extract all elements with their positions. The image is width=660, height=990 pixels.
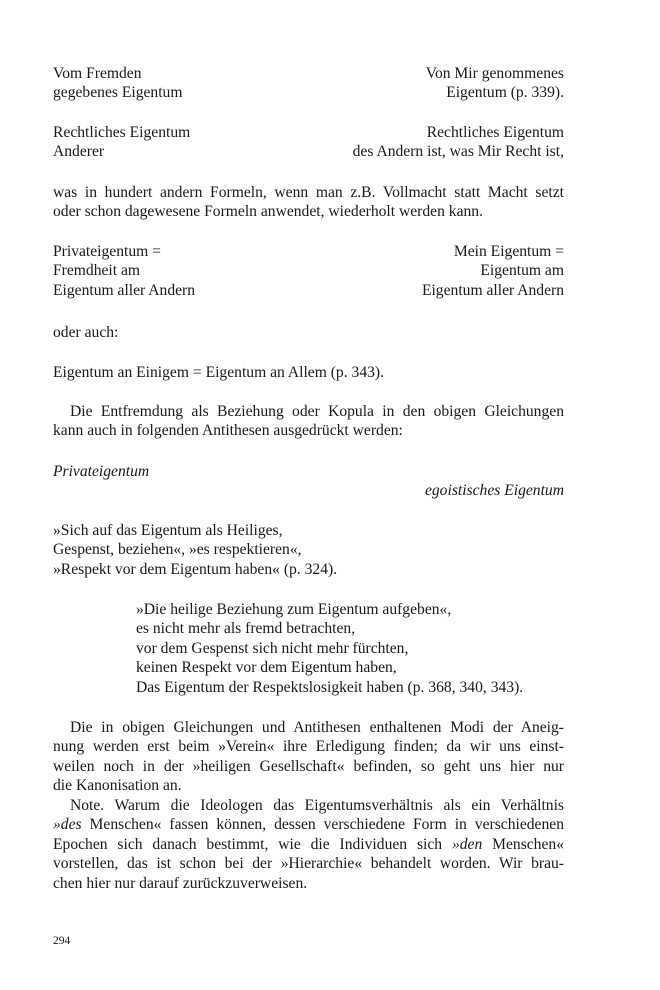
page-number: 294 bbox=[53, 935, 71, 947]
pair-right: Mein Eigentum = bbox=[453, 243, 564, 260]
heading-privateigentum: Privateigentum bbox=[53, 463, 150, 480]
pair-right: Von Mir genommenes bbox=[425, 65, 564, 82]
text-line: oder schon dagewesene Formeln anwendet, wiederholt werden kann. bbox=[53, 203, 483, 221]
italic-den: »den bbox=[451, 835, 483, 853]
text-line: Das Eigentum der Respektslosigkeit haben (p. 368, 340, 343). bbox=[136, 678, 524, 696]
pair-row bbox=[53, 64, 564, 83]
pair-right: Eigentum am bbox=[480, 262, 564, 280]
equation-einigem bbox=[53, 363, 564, 382]
paragraph-modi bbox=[53, 718, 564, 796]
text-line: nung werden erst beim »Verein« ihre Erledigung finden; da wir uns einst- bbox=[53, 738, 564, 756]
text-line: »Respekt vor dem Eigentum haben« (p. 324). bbox=[53, 560, 338, 578]
pair-left: Fremdheit am bbox=[53, 262, 141, 280]
italic-des: »des bbox=[53, 816, 82, 834]
pair-right: des Andern ist, was Mir Recht ist, bbox=[352, 143, 564, 161]
paragraph-formeln bbox=[53, 183, 564, 222]
text-line bbox=[53, 815, 564, 834]
paragraph-entfremdung bbox=[53, 402, 564, 441]
text-span: Epochen sich danach bestimmt, wie die Individuen sich bbox=[53, 835, 452, 853]
heading-egoistisches-eigentum: egoistisches Eigentum bbox=[424, 482, 564, 500]
quote-right bbox=[136, 600, 564, 697]
oder-auch bbox=[53, 323, 564, 342]
equation-pair-fremd bbox=[53, 64, 564, 103]
text-line: Die in obigen Gleichungen und Antithesen enthaltenen Modi der Aneig- bbox=[70, 719, 564, 736]
pair-right: Rechtliches Eigentum bbox=[426, 124, 564, 141]
pair-right: Eigentum aller Andern bbox=[421, 281, 564, 299]
text-line: weilen noch in der »heiligen Gesellschaft« befinden, so geht uns hier nur bbox=[53, 757, 564, 775]
pair-left: Anderer bbox=[53, 143, 105, 161]
pair-left: Vom Fremden bbox=[53, 65, 142, 82]
antithesis-headings bbox=[53, 462, 564, 501]
text-line: Note. Warum die Ideologen das Eigentumsverhältnis als ein Verhältnis bbox=[70, 797, 564, 814]
pair-row bbox=[53, 123, 564, 142]
pair-left: Eigentum aller Andern bbox=[53, 281, 196, 299]
text-line: chen hier nur darauf zurückzuverweisen. bbox=[53, 874, 308, 892]
text-line bbox=[53, 835, 564, 854]
text-line: keinen Respekt vor dem Eigentum haben, bbox=[136, 659, 397, 677]
text-line: oder auch: bbox=[53, 324, 119, 341]
text-line: kann auch in folgenden Antithesen ausgedrückt werden: bbox=[53, 422, 403, 440]
text-line: was in hundert andern Formeln, wenn man z.B. Vollmacht statt Macht setzt bbox=[53, 184, 564, 201]
pair-row bbox=[53, 261, 564, 280]
equation-pair-rechtlich bbox=[53, 123, 564, 162]
pair-row bbox=[53, 142, 564, 161]
pair-row bbox=[53, 281, 564, 300]
text-line: Eigentum an Einigem = Eigentum an Allem (p. 343). bbox=[53, 364, 385, 381]
text-span: Menschen« bbox=[482, 835, 564, 853]
pair-right: Eigentum (p. 339). bbox=[446, 84, 564, 102]
text-line: es nicht mehr als fremd betrachten, bbox=[136, 620, 356, 638]
pair-left: Rechtliches Eigentum bbox=[53, 124, 191, 141]
text-line: vor dem Gespenst sich nicht mehr fürchten, bbox=[136, 639, 409, 657]
text-line: »Sich auf das Eigentum als Heiliges, bbox=[53, 522, 283, 539]
pair-row bbox=[53, 242, 564, 261]
pair-left: Privateigentum = bbox=[53, 243, 161, 260]
text-line: Gespenst, beziehen«, »es respektieren«, bbox=[53, 541, 302, 559]
text-span: Menschen« fassen können, dessen verschiedene Form in verschiedenen bbox=[81, 816, 564, 834]
pair-left: gegebenes Eigentum bbox=[53, 84, 183, 102]
text-line: vorstellen, das ist schon bei der »Hierarchie« behandelt worden. Wir brau- bbox=[53, 855, 564, 873]
text-line: die Kanonisation an. bbox=[53, 777, 182, 795]
text-line: Die Entfremdung als Beziehung oder Kopula in den obigen Gleichungen bbox=[70, 403, 564, 420]
text-line: »Die heilige Beziehung zum Eigentum aufgeben«, bbox=[136, 601, 452, 618]
pair-row bbox=[53, 83, 564, 102]
quote-left bbox=[53, 521, 564, 579]
equation-pair-privateigentum bbox=[53, 242, 564, 300]
paragraph-note bbox=[53, 796, 564, 893]
